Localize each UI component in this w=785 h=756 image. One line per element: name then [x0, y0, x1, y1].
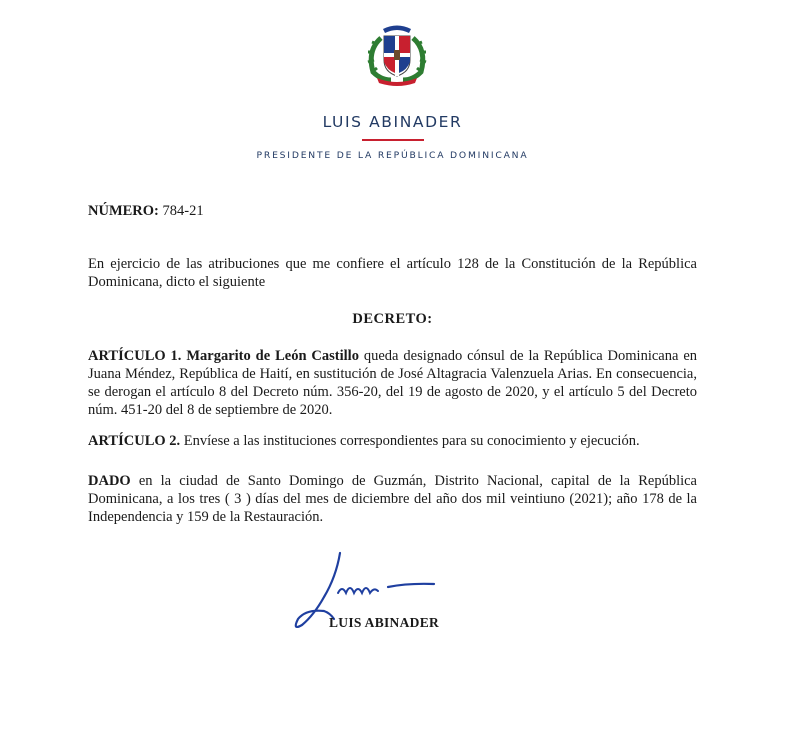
article-2-label: ARTÍCULO 2.	[88, 433, 181, 449]
dado-label: DADO	[88, 473, 131, 489]
coat-of-arms-icon	[361, 20, 433, 88]
intro-paragraph: En ejercicio de las atribuciones que me confiere el artículo 128 de la Constitución de la República Dominicana, dicto el siguiente	[88, 256, 697, 290]
article-1-text: queda designado cónsul de la República Dominicana en Juana Méndez, República de Haití, en sustitución de José Altagracia Valenzuela Arias. En consecuencia, se derogan el artículo 8 del Decreto núm. 356-20, del 19 de agosto de 2020, y el artículo 5 del Decreto núm. 451-20 del 8 de septiembre de 2020.	[88, 348, 697, 418]
decree-heading: DECRETO:	[352, 311, 433, 327]
decree-number	[88, 203, 204, 220]
article-1	[88, 347, 697, 419]
article-1-name: Margarito de León Castillo	[181, 348, 359, 364]
president-name: LUIS ABINADER	[322, 113, 463, 131]
dado-paragraph	[88, 472, 697, 526]
president-title: PRESIDENTE DE LA REPÚBLICA DOMINICANA	[256, 150, 529, 161]
article-2	[88, 432, 697, 450]
signer-name: LUIS ABINADER	[329, 615, 440, 630]
article-2-text: Envíese a las instituciones correspondientes para su conocimiento y ejecución.	[180, 433, 640, 449]
article-1-label: ARTÍCULO 1.	[88, 348, 182, 364]
dado-text: en la ciudad de Santo Domingo de Guzmán, Distrito Nacional, capital de la República Dominicana, a los tres ( 3 ) días del mes de diciembre del año dos mil veintiuno (2021); año 178 de la Independencia y 159 de la Restauración.	[88, 473, 697, 525]
decree-number-label: NÚMERO:	[88, 203, 159, 219]
header-divider	[362, 139, 424, 141]
decree-number-value: 784-21	[158, 203, 204, 219]
